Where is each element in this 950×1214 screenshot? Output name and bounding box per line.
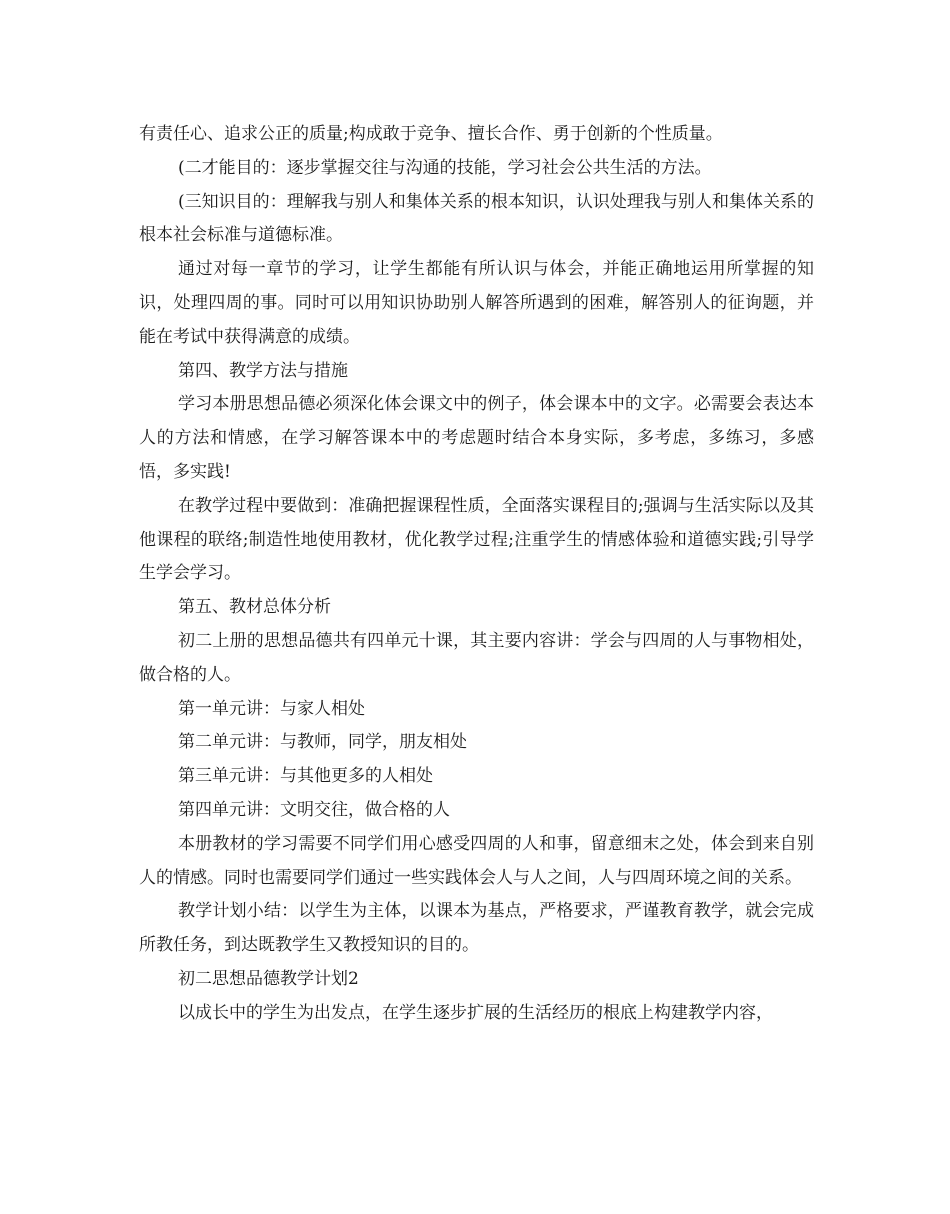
paragraph: 学习本册思想品德必须深化体会课文中的例子，体会课本中的文字。必需要会表达本人的方法和情感，在学习解答课本中的考虑题时结合本身实际，多考虑，多练习，多感悟，多实践! [139,394,814,482]
section-heading: 第五、教材总体分析 [178,597,331,618]
paragraph: 以成长中的学生为出发点，在学生逐步扩展的生活经历的根底上构建教学内容， [178,1002,773,1023]
paragraph: (二才能目的：逐步掌握交往与沟通的技能，学习社会公共生活的方法。 [178,157,712,178]
paragraph: 教学计划小结：以学生为主体，以课本为基点，严格要求，严谨教育教学，就会完成所教任务，到达既教学生又教授知识的目的。 [139,901,814,956]
paragraph: 本册教材的学习需要不同学们用心感受四周的人和事，留意细末之处，体会到来自别人的情感。同时也需要同学们通过一些实践体会人与人之间，人与四周环境之间的关系。 [139,833,814,888]
paragraph: 初二上册的思想品德共有四单元十课，其主要内容讲：学会与四周的人与事物相处，做合格的人。 [139,630,814,685]
paragraph: (三知识目的：理解我与别人和集体关系的根本知识，认识处理我与别人和集体关系的根本社会标准与道德标准。 [139,191,814,246]
paragraph: 通过对每一章节的学习，让学生都能有所认识与体会，并能正确地运用所掌握的知识，处理四周的事。同时可以用知识协助别人解答所遇到的困难，解答别人的征询题，并能在考试中获得满意的成绩。 [139,259,814,347]
section-heading: 初二思想品德教学计划2 [178,968,359,989]
unit-line: 第四单元讲：文明交往，做合格的人 [178,799,450,820]
document-body [139,118,814,1031]
unit-line: 第三单元讲：与其他更多的人相处 [178,766,433,787]
unit-line: 第二单元讲：与教师，同学，朋友相处 [178,732,467,753]
paragraph: 有责任心、追求公正的质量;构成敢于竞争、擅长合作、勇于创新的个性质量。 [139,124,723,144]
section-heading: 第四、教学方法与措施 [178,360,348,381]
paragraph: 在教学过程中要做到：准确把握课程性质，全面落实课程目的;强调与生活实际以及其他课程的联络;制造性地使用教材，优化教学过程;注重学生的情感体验和道德实践;引导学生学会学习。 [139,495,814,584]
unit-line: 第一单元讲：与家人相处 [178,698,365,719]
